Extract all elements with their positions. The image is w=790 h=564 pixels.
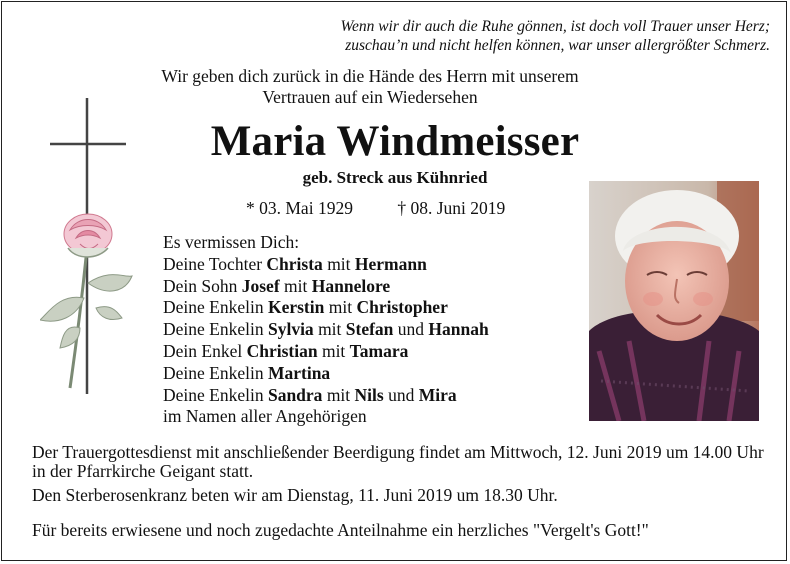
family-relation-text: und bbox=[393, 319, 429, 340]
family-member-name: Martina bbox=[267, 362, 331, 383]
family-relation-text: Deine Enkelin bbox=[163, 319, 268, 340]
verse-line-2: Vertrauen auf ein Wiedersehen bbox=[262, 87, 478, 107]
family-member-name: Nils bbox=[354, 384, 384, 405]
family-member-name: Hannelore bbox=[311, 275, 391, 296]
family-relation-text: Dein Sohn bbox=[163, 275, 242, 296]
family-line bbox=[163, 297, 489, 319]
family-member-name: Tamara bbox=[349, 340, 409, 361]
life-dates bbox=[246, 198, 505, 219]
family-line bbox=[163, 341, 489, 363]
family-line bbox=[163, 276, 489, 298]
family-relation-text: Deine Enkelin bbox=[163, 362, 268, 383]
poem-line-1: Wenn wir dir auch die Ruhe gönnen, ist doch voll Trauer unser Herz; bbox=[340, 18, 770, 35]
family-member-name: Christopher bbox=[356, 297, 448, 318]
birth-name: geb. Streck aus Kühnried bbox=[302, 168, 488, 187]
family-member-name: Christa bbox=[266, 253, 323, 274]
family-member-name: Christian bbox=[246, 340, 318, 361]
verse bbox=[90, 66, 650, 108]
family-member-name: Mira bbox=[418, 384, 457, 405]
family-member-name: Sylvia bbox=[267, 319, 314, 340]
family-relation-text: Deine Enkelin bbox=[163, 384, 268, 405]
family-line bbox=[163, 254, 489, 276]
family-member-name: Hermann bbox=[354, 253, 427, 274]
family-list bbox=[163, 232, 489, 428]
death-date: † 08. Juni 2019 bbox=[397, 198, 506, 218]
birth-date: * 03. Mai 1929 bbox=[246, 198, 353, 218]
family-relation-text: mit bbox=[279, 275, 312, 296]
family-relation-text: Deine Tochter bbox=[163, 253, 267, 274]
family-lines bbox=[163, 254, 489, 407]
verse-line-1: Wir geben dich zurück in die Hände des Herrn mit unserem bbox=[161, 66, 579, 86]
family-relation-text: Dein Enkel bbox=[163, 340, 247, 361]
family-member-name: Hannah bbox=[428, 319, 489, 340]
family-relation-text: mit bbox=[324, 297, 357, 318]
thanks-note: Für bereits erwiesene und noch zugedachte Anteilnahme ein herzliches "Vergelt's Gott!" bbox=[32, 520, 649, 540]
family-relation-text: mit bbox=[322, 384, 355, 405]
family-relation-text: mit bbox=[313, 319, 346, 340]
family-member-name: Stefan bbox=[345, 319, 394, 340]
portrait-photo bbox=[589, 181, 759, 421]
family-relation-text: mit bbox=[317, 340, 350, 361]
family-relation-text: mit bbox=[322, 253, 355, 274]
poem bbox=[210, 17, 770, 55]
family-relation-text: und bbox=[383, 384, 419, 405]
family-line bbox=[163, 319, 489, 341]
family-member-name: Josef bbox=[241, 275, 280, 296]
family-line bbox=[163, 363, 489, 385]
family-relation-text: Deine Enkelin bbox=[163, 297, 268, 318]
service-info bbox=[32, 443, 772, 510]
family-intro: Es vermissen Dich: bbox=[163, 232, 300, 252]
family-member-name: Sandra bbox=[267, 384, 323, 405]
rosary-info: Den Sterberosenkranz beten wir am Dienstag, 11. Juni 2019 um 18.30 Uhr. bbox=[32, 485, 558, 505]
family-member-name: Kerstin bbox=[267, 297, 325, 318]
family-closing: im Namen aller Angehörigen bbox=[163, 406, 367, 427]
funeral-info: Der Trauergottesdienst mit anschließender Beerdigung findet am Mittwoch, 12. Juni 2019 um 14.00 Uhr in der Pfarrkirche Geigant statt. bbox=[32, 442, 764, 481]
deceased-name: Maria Windmeisser bbox=[210, 118, 580, 165]
poem-line-2: zuschau’n und nicht helfen können, war unser allergrößter Schmerz. bbox=[345, 37, 770, 54]
family-line bbox=[163, 385, 489, 407]
